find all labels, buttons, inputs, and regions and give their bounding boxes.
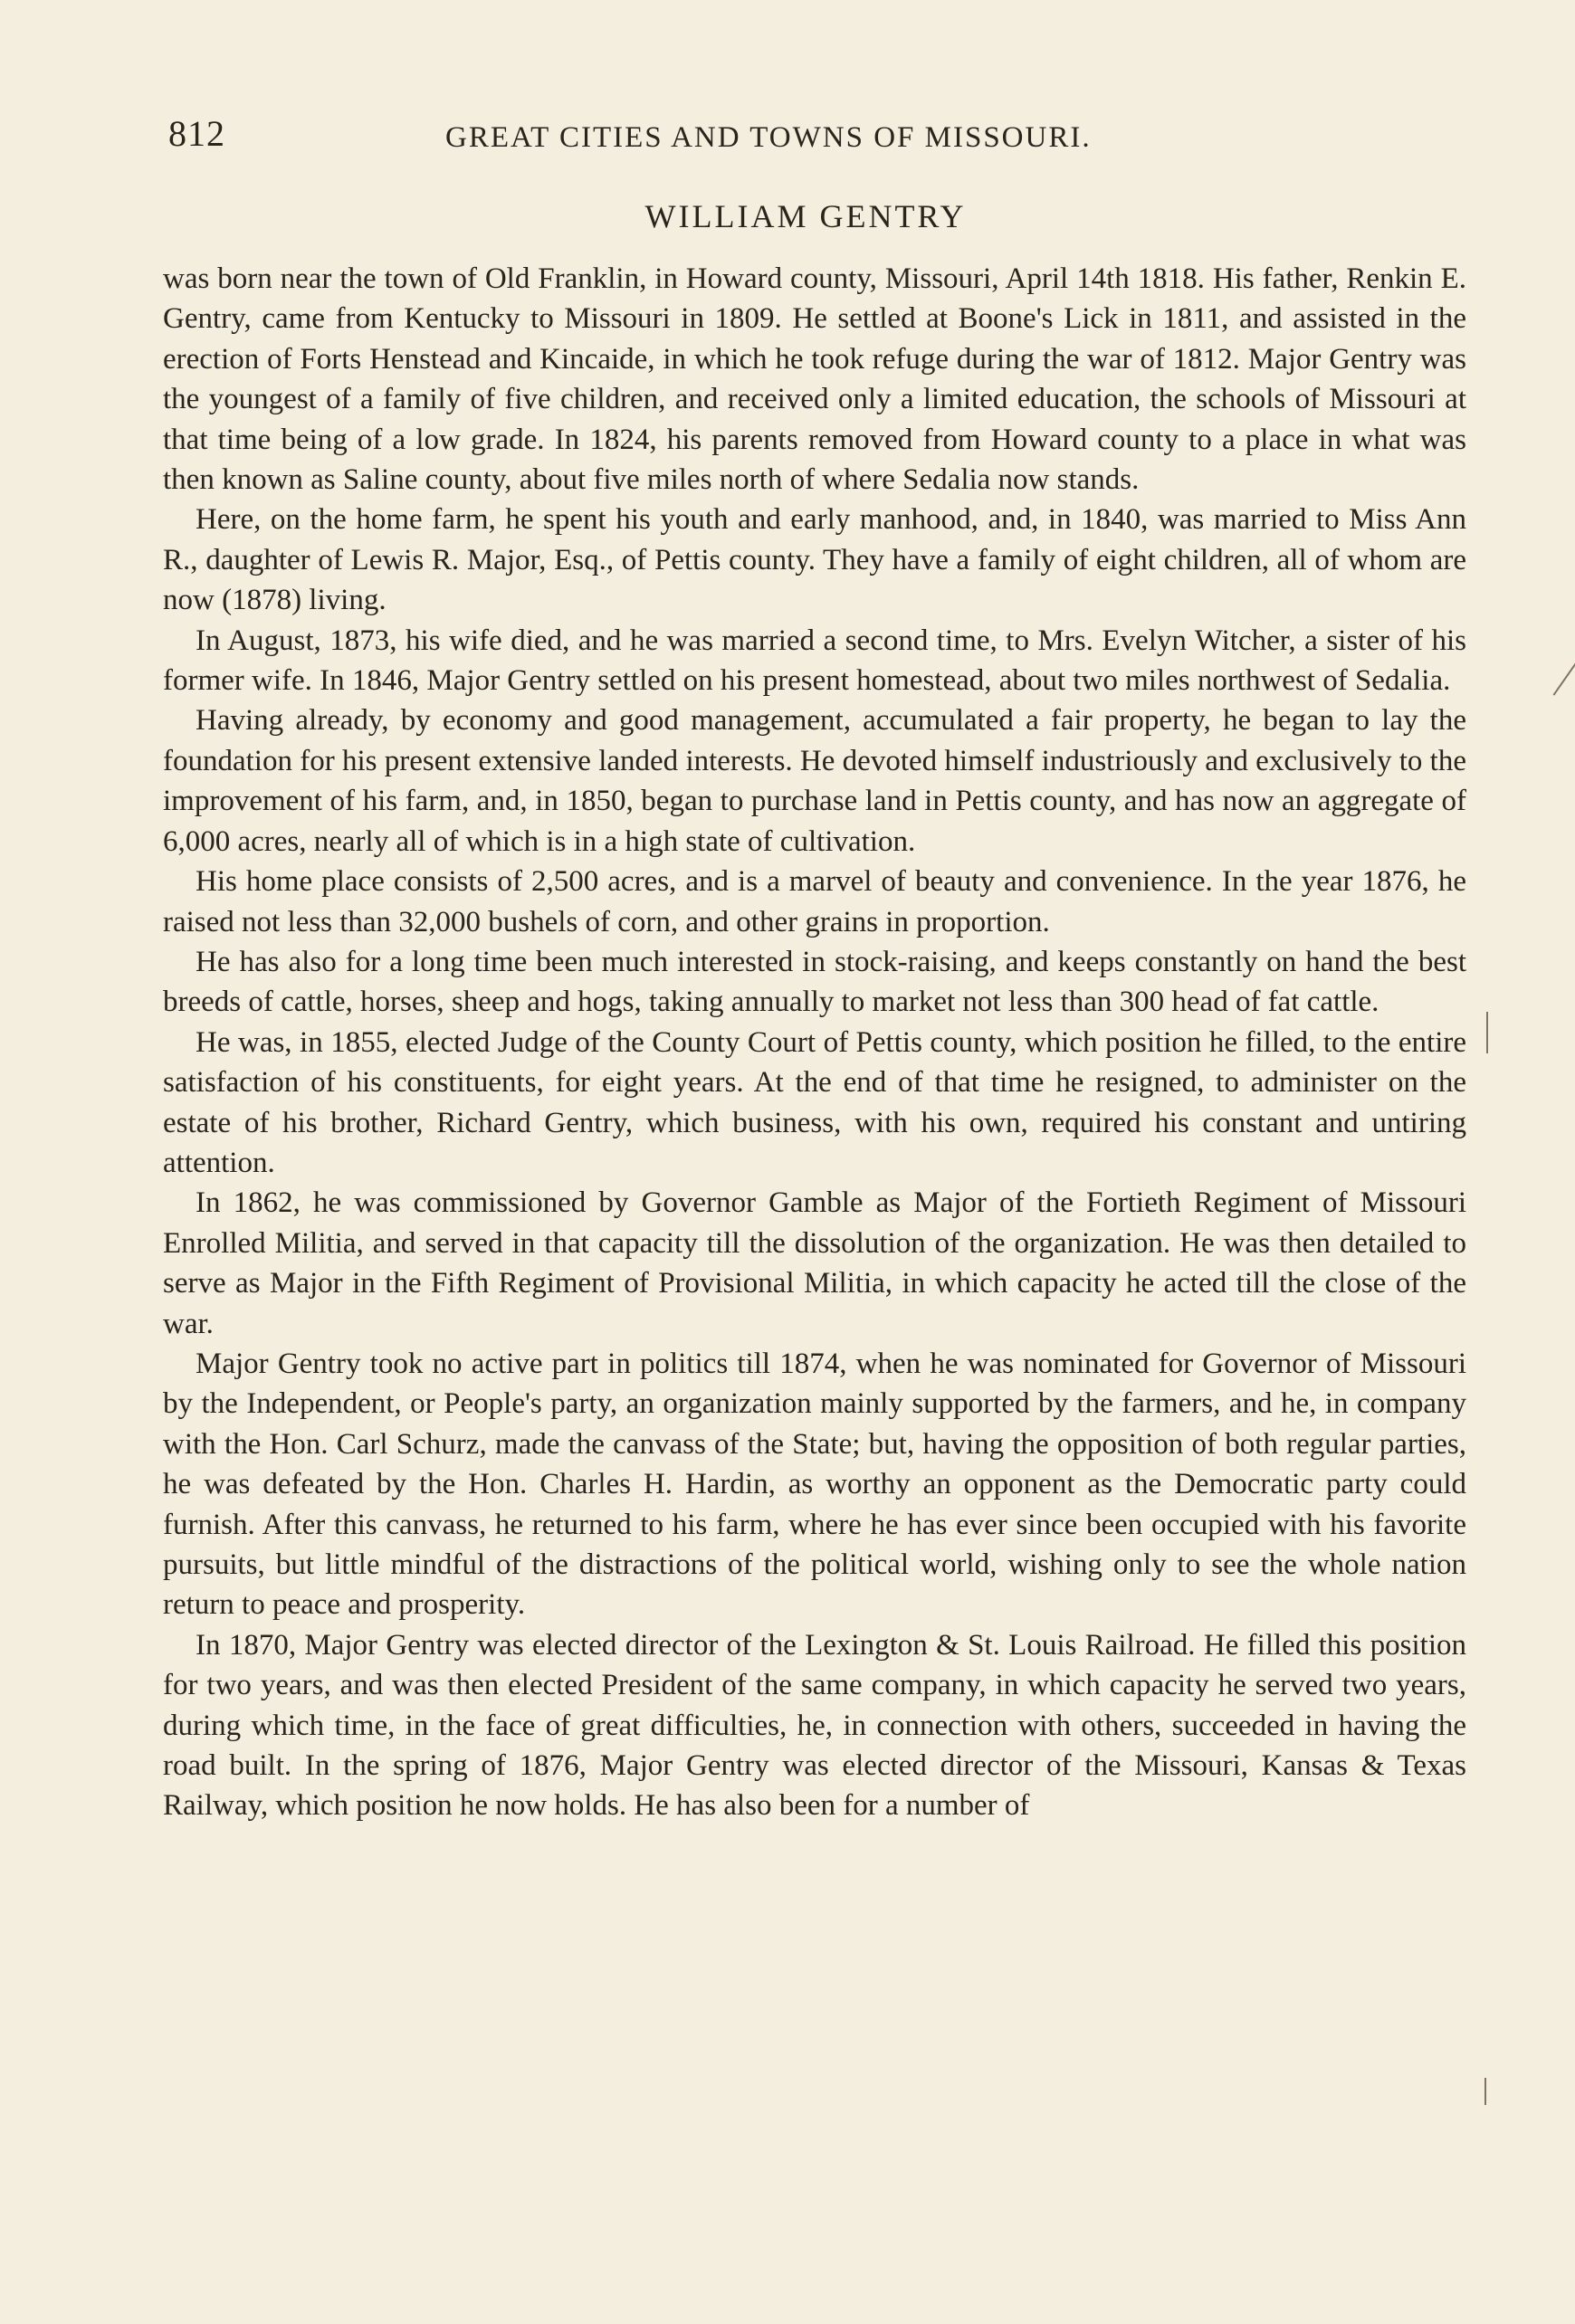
paragraph-7: He was, in 1855, elected Judge of the County Court of Pettis county, which position he filled, to the entire satisfaction of his constituents, for eight years. At the end of that time he resigned, to administer on the estate of his brother, Richard Gentry, which business, with his own, required his constant and untiring attention. — [163, 1025, 1466, 1179]
margin-mark — [1553, 662, 1575, 695]
running-title: GREAT CITIES AND TOWNS OF MISSOURI. — [445, 121, 1092, 154]
paragraph-1: was born near the town of Old Franklin, in Howard county, Missouri, April 14th 1818. His father, Renkin E. Gentry, came from Kentucky to Missouri in 1809. He settled at Boone's Lick in 1811, and assisted in the erection of Forts Henstead and Kincaide, in which he took refuge during the war of 1812. Major Gentry was the youngest of a family of five children, and received only a limited education, the schools of Missouri at that time being of a low grade. In 1824, his parents removed from Howard county to a place in what was then known as Saline county, about five miles north of where Sedalia now stands. — [163, 262, 1466, 497]
paragraph-8: In 1862, he was commissioned by Governor Gamble as Major of the Fortieth Regiment of Missouri Enrolled Militia, and served in that capacity till the dissolution of the organization. He was then detailed to serve as Major in the Fifth Regiment of Provisional Militia, in which capacity he acted till the close of the war. — [163, 1186, 1466, 1340]
paragraph-10: In 1870, Major Gentry was elected director of the Lexington & St. Louis Railroad. He filled this position for two years, and was then elected President of the same company, in which capacity he served two years, during which time, in the face of great difficulties, he, in connection with others, succeeded in having the road built. In the spring of 1876, Major Gentry was elected director of the Missouri, Kansas & Texas Railway, which position he now holds. He has also been for a number of — [163, 1628, 1466, 1823]
page-number: 812 — [168, 113, 225, 154]
paragraph-6: He has also for a long time been much interested in stock-raising, and keeps constantly on hand the best breeds of cattle, horses, sheep and hogs, taking annually to market not less than 300 head of fat cattle. — [163, 945, 1466, 1019]
paragraph-4: Having already, by economy and good management, accumulated a fair property, he began to lay the foundation for his present extensive landed interests. He devoted himself industriously and exclusively to the improvement of his farm, and, in 1850, began to purchase land in Pettis county, and has now an aggregate of 6,000 acres, nearly all of which is in a high state of cultivation. — [163, 704, 1466, 858]
paragraph-5: His home place consists of 2,500 acres, and is a marvel of beauty and convenience. In the year 1876, he raised not less than 32,000 bushels of corn, and other grains in proportion. — [163, 865, 1466, 938]
article-body — [163, 259, 1466, 1826]
margin-mark — [1484, 2078, 1486, 2105]
margin-mark — [1486, 1012, 1488, 1053]
article-title: WILLIAM GENTRY — [644, 198, 967, 234]
paragraph-3: In August, 1873, his wife died, and he was married a second time, to Mrs. Evelyn Witcher, a sister of his former wife. In 1846, Major Gentry settled on his present homestead, about two miles northwest of Sedalia. — [163, 624, 1466, 698]
running-head — [168, 112, 1463, 167]
paragraph-9: Major Gentry took no active part in politics till 1874, when he was nominated for Governor of Missouri by the Independent, or People's party, an organization mainly supported by the farmers, and he, in company with the Hon. Carl Schurz, made the canvass of the State; but, having the opposition of both regular parties, he was defeated by the Hon. Charles H. Hardin, as worthy an opponent as the Democratic party could furnish. After this canvass, he returned to his farm, where he has ever since been occupied with his favorite pursuits, but little mindful of the distractions of the political world, wishing only to see the whole nation return to peace and prosperity. — [163, 1347, 1466, 1622]
paragraph-2: Here, on the home farm, he spent his youth and early manhood, and, in 1840, was married to Miss Ann R., daughter of Lewis R. Major, Esq., of Pettis county. They have a family of eight children, all of whom are now (1878) living. — [163, 503, 1466, 617]
